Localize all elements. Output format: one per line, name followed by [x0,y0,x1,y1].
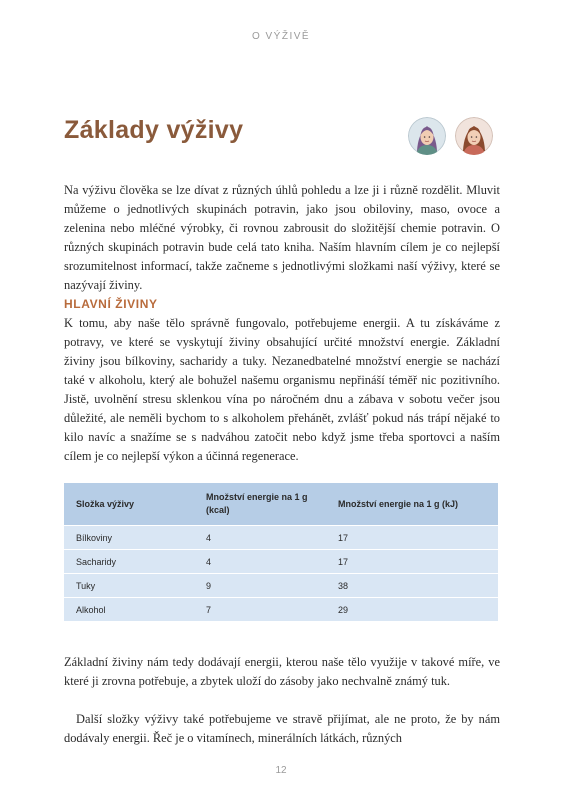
table-cell: 17 [328,526,498,550]
section-paragraph: K tomu, aby naše tělo správně fungovalo, potřebujeme energii. A tu získáváme z potravy, ve které se vyskytují živiny obsahující určité množství energie. Základní živiny jsou bílkoviny, sacharidy a tuky. Nezanedbatelné množství energie se nachází také v alkoholu, který ale bohužel našemu organismu nepřináší téměř nic pozitivního. Jistě, uvolnění stresu sklenkou vína po náročném dnu a zábava v sobotu večer jsou důležité, ale neměli bychom to s alkoholem přehánět, zvlášť pokud nás trápí nějaké to kilo navíc a snažíme se s nadváhou zatočit nebo když jsme třeba sportovci a naším cílem je co nejlepší výkon a účinná regenerace. [64,316,500,463]
table-cell: 4 [196,550,328,574]
table-cell: Bílkoviny [64,526,196,550]
woman-portrait-icon [408,117,446,155]
woman-portrait-icon [455,117,493,155]
table-row [64,526,498,550]
table-cell: 17 [328,550,498,574]
table-header-row [64,483,498,526]
table-row [64,598,498,622]
table-cell: 29 [328,598,498,622]
table-cell: Sacharidy [64,550,196,574]
table-row [64,574,498,598]
table-cell: Alkohol [64,598,196,622]
energy-table [64,483,498,621]
column-header: Množství energie na 1 g (kJ) [328,483,498,526]
table-row [64,550,498,574]
column-header: Složka výživy [64,483,196,526]
summary-paragraph: Základní živiny nám tedy dodávají energii, kterou naše tělo využije v takové míře, ve které ji zrovna potřebuje, a zbytek uloží do zásoby jako nechvalně známý tuk. [64,655,500,688]
continuation-paragraph: Další složky výživy také potřebujeme ve stravě přijímat, ale ne proto, že by nám dodávaly energii. Řeč je o vitamínech, minerálních látkách, různých [64,712,500,745]
author-avatars [408,117,493,155]
chapter-title: Základy výživy [64,116,244,144]
author-avatar-2 [455,117,493,155]
table-cell: 38 [328,574,498,598]
table-cell: 7 [196,598,328,622]
column-header: Množství energie na 1 g (kcal) [196,483,328,526]
running-head: O VÝŽIVĚ [251,31,311,42]
page-number: 12 [275,765,287,776]
table-cell: Tuky [64,574,196,598]
table-cell: 4 [196,526,328,550]
author-avatar-1 [408,117,446,155]
section-heading: HLAVNÍ ŽIVINY [64,297,158,311]
table-cell: 9 [196,574,328,598]
intro-paragraph: Na výživu člověka se lze dívat z různých úhlů pohledu a lze ji i různě rozdělit. Mluvit můžeme o jednotlivých skupinách potravin, jako jsou obiloviny, maso, ovoce a zelenina nebo mléčné výrobky, či rovnou zabrousit do složitější chemie potravin. O různých skupinách potravin bude celá tato kniha. Naším hlavním cílem je co nejlepší srozumitelnost informací, takže začneme s jednotlivými složkami naší výživy, které se nazývají živiny. [64,183,500,292]
